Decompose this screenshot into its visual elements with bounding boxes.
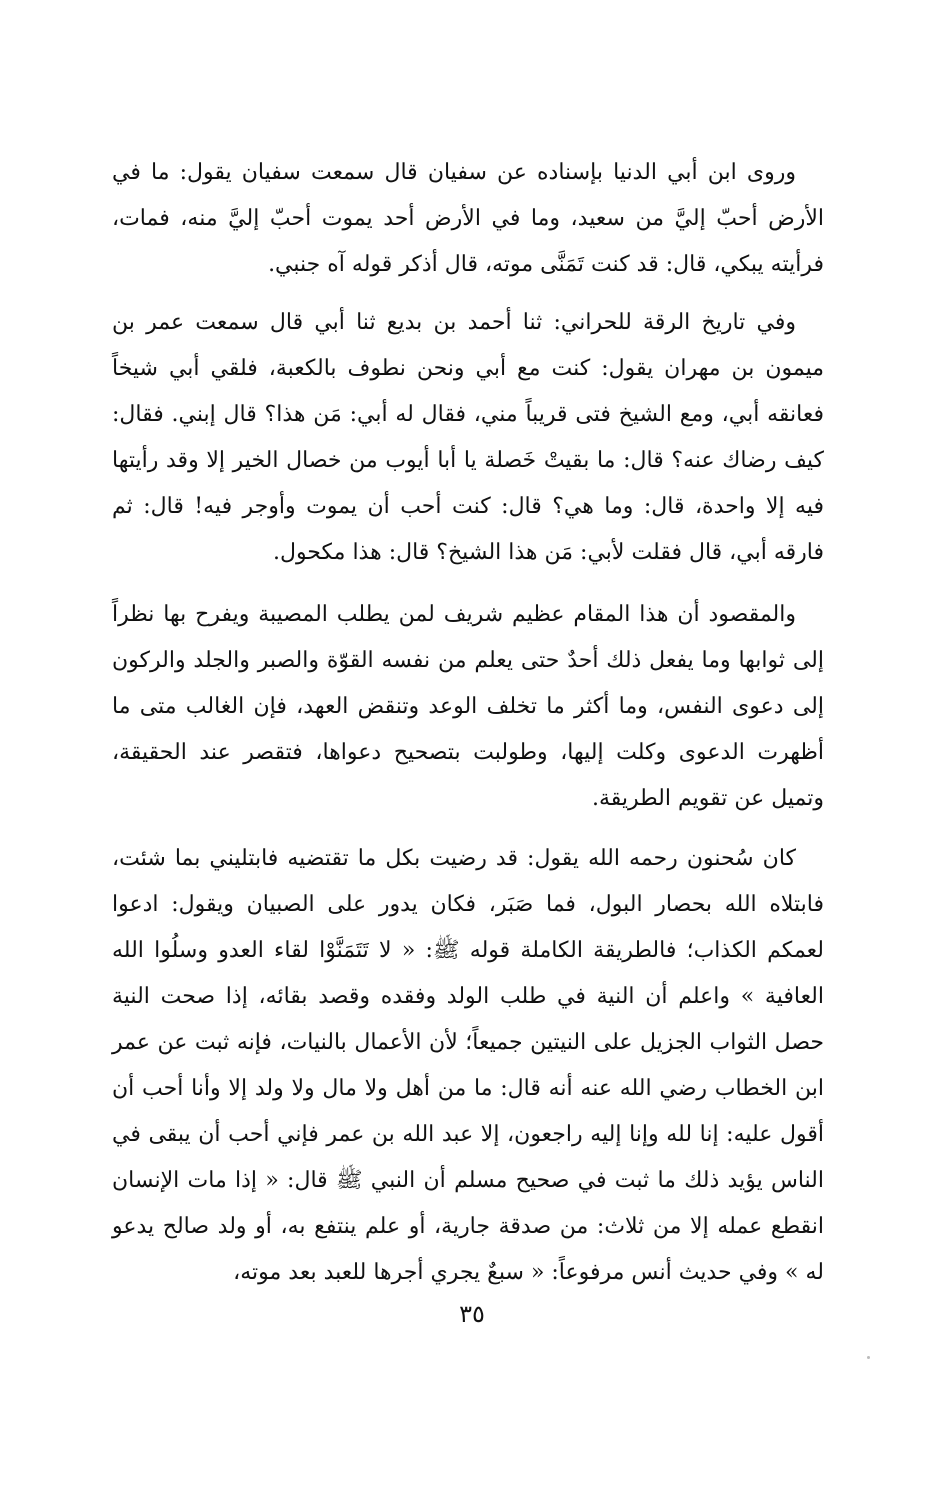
page-number: ٣٥ [459, 1300, 485, 1328]
paragraph-raqqa-history [112, 300, 824, 576]
paragraph-text: كان سُحنون رحمه الله يقول: قد رضيت بكل ما تقتضيه فابتليني بما شئت، فابتلاه الله بحصار البول، فما صَبَر، فكان يدور على الصبيان ويقول: ادعوا لعمكم الكذاب؛ فالطريقة الكاملة قوله ﷺ: « لا تَتَمَنَّوْا لقاء العدو وسلُوا الله العافية » واعلم أن النية في طلب الولد وفقده وقصد بقائه، إذا صحت النية حصل الثواب الجزيل على النيتين جميعاً؛ لأن الأعمال بالنيات، فإنه ثبت عن عمر ابن الخطاب رضي الله عنه أنه قال: ما من أهل ولا مال ولا ولد إلا وأنا أحب أن أقول عليه: إنا لله وإنا إليه راجعون، إلا عبد الله بن عمر فإني أحب أن يبقى في الناس يؤيد ذلك ما ثبت في صحيح مسلم أن النبي ﷺ قال: « إذا مات الإنسان انقطع عمله إلا من ثلاث: من صدقة جارية، أو علم ينتفع به، أو ولد صالح يدعو له » وفي حديث أنس مرفوعاً: « سبعٌ يجري أجرها للعبد بعد موته، [112, 846, 824, 1285]
scan-speck [867, 1356, 870, 1359]
paragraph-text: وروى ابن أبي الدنيا بإسناده عن سفيان قال سمعت سفيان يقول: ما في الأرض أحبّ إليَّ من سعيد، وما في الأرض أحد يموت أحبّ إليَّ منه، فمات، فرأيته يبكي، قال: قد كنت تَمَنَّى موته، قال أذكر قوله آه جنبي. [112, 160, 824, 277]
paragraph-maqsud [112, 592, 824, 822]
paragraph-sufyan [112, 150, 824, 288]
paragraph-text: والمقصود أن هذا المقام عظيم شريف لمن يطلب المصيبة ويفرح بها نظراً إلى ثوابها وما يفعل ذلك أحدٌ حتى يعلم من نفسه القوّة والصبر والجلد والركون إلى دعوى النفس، وما أكثر ما تخلف الوعد وتنقض العهد، فإن الغالب متى ما أظهرت الدعوى وكلت إليها، وطولبت بتصحيح دعواها، فتقصر عند الحقيقة، وتميل عن تقويم الطريقة. [112, 602, 824, 811]
paragraph-text: وفي تاريخ الرقة للحراني: ثنا أحمد بن بديع ثنا أبي قال سمعت عمر بن ميمون بن مهران يقول: كنت مع أبي ونحن نطوف بالكعبة، فلقي أبي شيخاً فعانقه أبي، ومع الشيخ فتى قريباً مني، فقال له أبي: مَن هذا؟ قال إبني. فقال: كيف رضاك عنه؟ قال: ما بقيتْ خَصلة يا أبا أيوب من خصال الخير إلا وقد رأيتها فيه إلا واحدة، قال: وما هي؟ قال: كنت أحب أن يموت وأوجر فيه! قال: ثم فارقه أبي، قال فقلت لأبي: مَن هذا الشيخ؟ قال: هذا مكحول. [112, 310, 824, 565]
paragraph-suhnun [112, 836, 824, 1296]
